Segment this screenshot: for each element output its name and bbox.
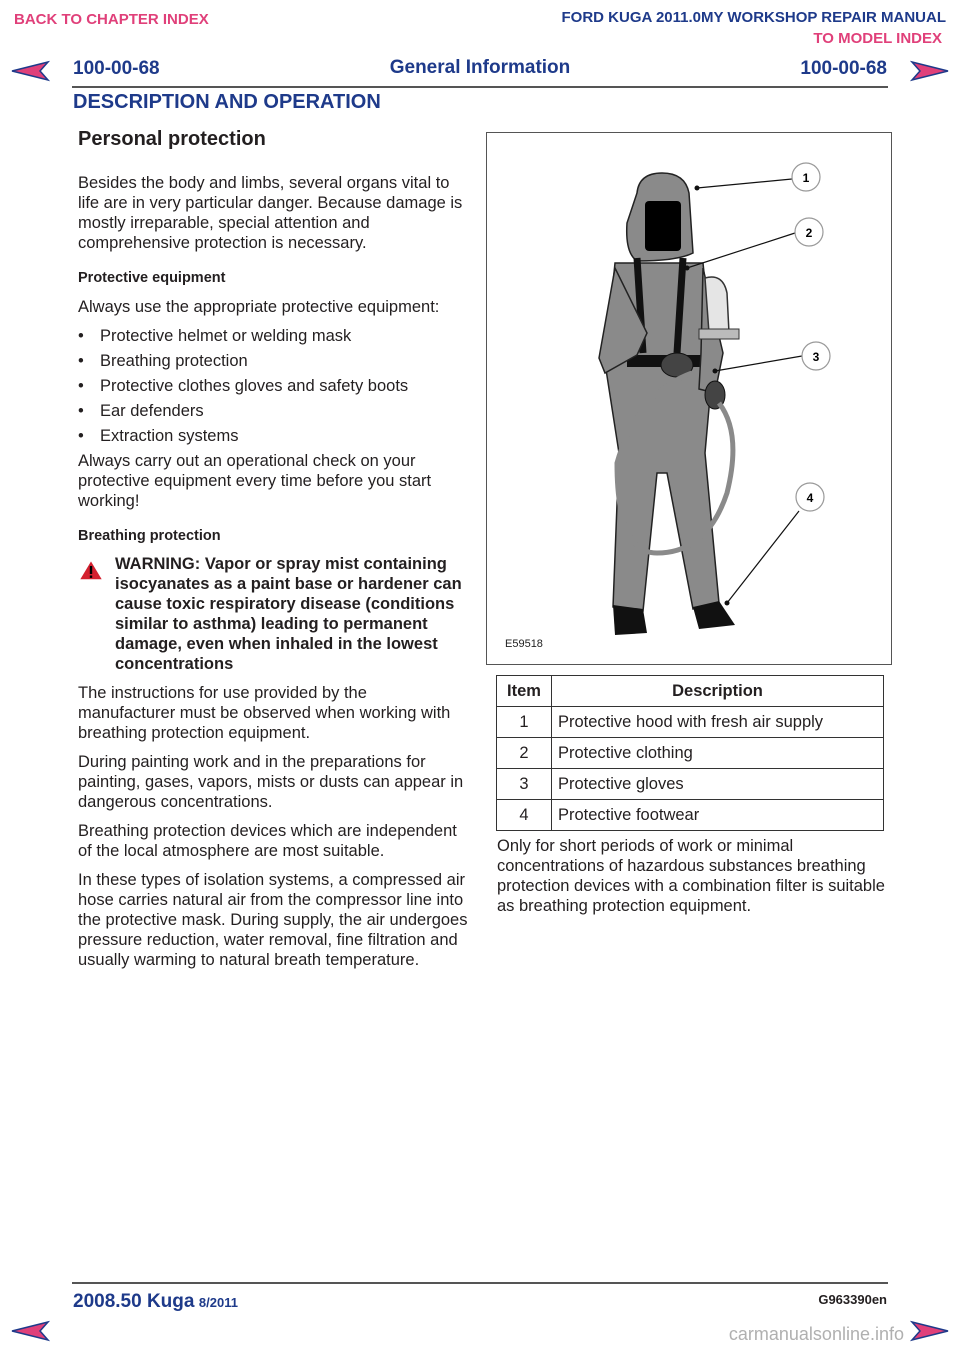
callout-1: 1 <box>802 171 810 185</box>
boot-icon <box>613 605 647 635</box>
list-item: • Extraction systems <box>78 427 239 445</box>
callout-3: 3 <box>812 350 820 364</box>
combination-filter-note: Only for short periods of work or minimal concentrations of hazardous substances breathing protection devices with a combination filter is suitable as breathing protection equipment. <box>497 837 885 915</box>
footer-model-info <box>73 1291 238 1313</box>
equipment-list <box>78 326 468 446</box>
intro-paragraph: Besides the body and limbs, several organs vital to life are in very particular danger. Because damage is mostly irreparable, special attention and comprehensive protection is necessary. <box>78 174 463 252</box>
heading-personal-protection: Personal protection <box>78 128 266 150</box>
table-row <box>497 738 884 769</box>
next-page-arrow-icon[interactable] <box>910 1318 950 1344</box>
table-row <box>497 707 884 738</box>
manual-title[interactable]: FORD KUGA 2011.0MY WORKSHOP REPAIR MANUAL <box>561 9 946 26</box>
previous-page-arrow-icon[interactable] <box>10 1318 50 1344</box>
items-table <box>496 675 884 831</box>
subheading-protective-equipment: Protective equipment <box>78 270 226 286</box>
footer-model: 2008.50 Kuga <box>73 1291 195 1312</box>
section-title: DESCRIPTION AND OPERATION <box>73 91 381 113</box>
watermark: carmanualsonline.info <box>728 1324 904 1344</box>
table-cell-item: 3 <box>497 769 552 800</box>
figure-protective-equipment <box>486 132 892 665</box>
paragraph-manufacturer-instructions: The instructions for use provided by the manufacturer must be observed when working with breathing protection equipment. <box>78 684 451 742</box>
subheading-breathing-protection: Breathing protection <box>78 528 221 544</box>
page-number-left: 100-00-68 <box>73 58 160 79</box>
back-to-chapter-index-link[interactable]: BACK TO CHAPTER INDEX <box>14 11 209 28</box>
page-number-right: 100-00-68 <box>800 58 887 79</box>
warning-text: WARNING: Vapor or spray mist containing isocyanates as a paint base or hardener can cause toxic respiratory disease (conditions similar to asthma) leading to permanent damage, even when inhaled in the lowest concentrations <box>115 555 462 673</box>
paragraph-painting-hazards: During painting work and in the preparations for painting, gases, vapors, mists or dusts can appear in dangerous concentrations. <box>78 753 464 811</box>
column-header-item: Item <box>497 676 552 707</box>
list-item: • Protective helmet or welding mask <box>78 327 352 345</box>
footer-document-code: G963390en <box>818 1292 887 1307</box>
table-cell-description: Protective gloves <box>552 769 884 800</box>
table-cell-description: Protective clothing <box>552 738 884 769</box>
table-cell-item: 2 <box>497 738 552 769</box>
warning-triangle-icon <box>78 558 104 582</box>
table-cell-description: Protective hood with fresh air supply <box>552 707 884 738</box>
paragraph-independent-devices: Breathing protection devices which are independent of the local atmosphere are most suitable. <box>78 822 457 860</box>
left-column <box>78 128 468 970</box>
operational-check-paragraph: Always carry out an operational check on your protective equipment every time before you start working! <box>78 452 432 510</box>
protective-equipment-intro: Always use the appropriate protective equipment: <box>78 298 440 316</box>
paragraph-isolation-systems: In these types of isolation systems, a compressed air hose carries natural air from the compressor line into the protective mask. During supply, the air undergoes pressure reduction, water removal, fine filtration and usually warming to natural breath temperature. <box>78 871 468 969</box>
next-page-arrow-icon[interactable] <box>910 58 950 84</box>
table-cell-item: 4 <box>497 800 552 831</box>
table-cell-item: 1 <box>497 707 552 738</box>
footer-rule <box>72 1282 888 1284</box>
table-row <box>497 800 884 831</box>
list-item: • Protective clothes gloves and safety boots <box>78 377 409 395</box>
table-cell-description: Protective footwear <box>552 800 884 831</box>
callout-2: 2 <box>805 226 813 240</box>
header-rule <box>72 86 888 88</box>
chapter-title: General Information <box>389 57 571 78</box>
warning-block <box>78 554 468 674</box>
list-item: • Breathing protection <box>78 352 248 370</box>
painter-illustration <box>487 133 891 664</box>
callout-4: 4 <box>806 491 814 505</box>
figure-code: E59518 <box>505 638 543 650</box>
table-header-row <box>497 676 884 707</box>
table-row <box>497 769 884 800</box>
column-header-description: Description <box>552 676 884 707</box>
to-model-index-link[interactable]: TO MODEL INDEX <box>813 30 942 47</box>
footer-date: 8/2011 <box>198 1295 238 1310</box>
list-item: • Ear defenders <box>78 402 204 420</box>
